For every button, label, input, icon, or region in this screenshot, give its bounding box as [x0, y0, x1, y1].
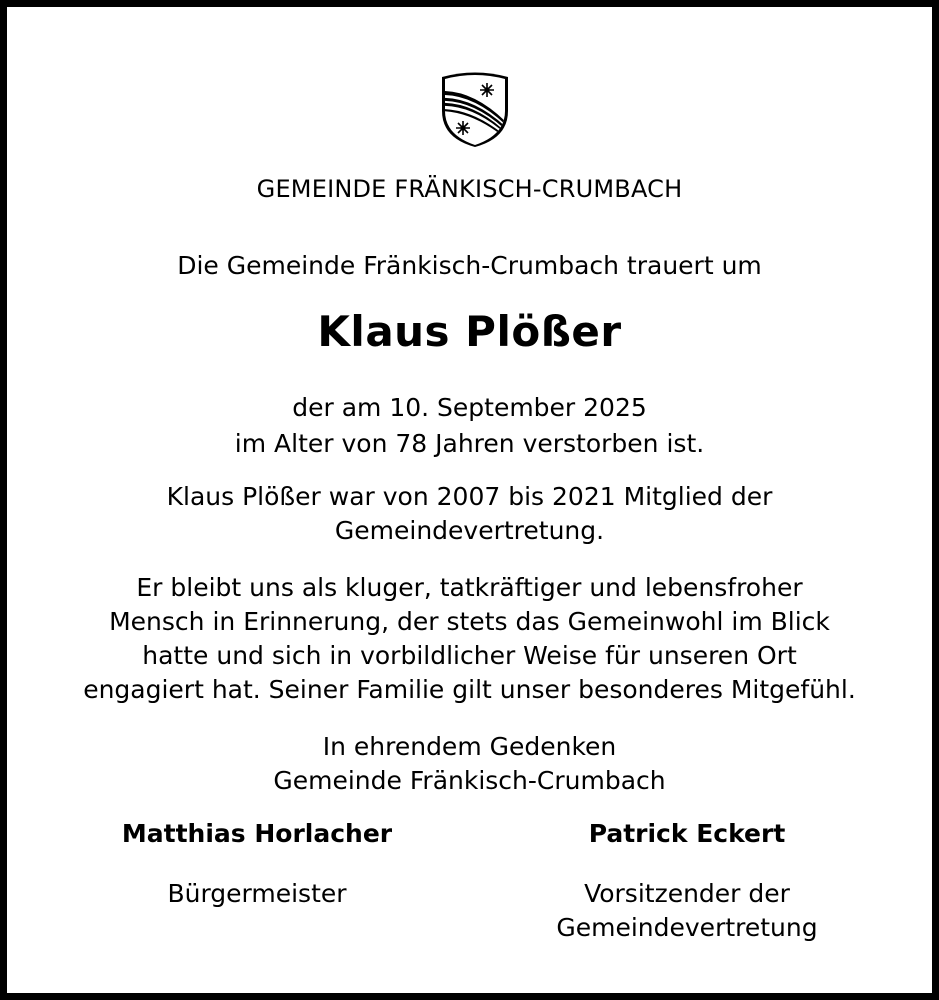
death-info-line: im Alter von 78 Jahren verstorben ist. — [234, 429, 705, 458]
closing-line: In ehrendem Gedenken — [322, 732, 617, 761]
tribute-line: hatte und sich in vorbildlicher Weise für unseren Ort — [142, 641, 797, 670]
death-info — [7, 390, 932, 462]
coat-of-arms-icon — [439, 71, 511, 147]
municipality-heading: GEMEINDE FRÄNKISCH-CRUMBACH — [256, 175, 683, 203]
role-line: Bürgermeister — [167, 879, 347, 908]
tribute-line: Er bleibt uns als kluger, tatkräftiger und lebensfroher — [136, 573, 803, 602]
signatory-name-chair: Patrick Eckert — [588, 819, 786, 848]
tribute-text — [7, 571, 932, 707]
membership-line: Gemeindevertretung. — [334, 516, 605, 545]
closing-line: Gemeinde Fränkisch-Crumbach — [273, 766, 666, 795]
membership-line: Klaus Plößer war von 2007 bis 2021 Mitglied der — [166, 482, 773, 511]
signatory-role-chair — [527, 877, 847, 945]
intro-text: Die Gemeinde Fränkisch-Crumbach trauert um — [177, 251, 762, 280]
role-line: Vorsitzender der — [584, 879, 790, 908]
tribute-line: engagiert hat. Seiner Familie gilt unser besonderes Mitgefühl. — [83, 675, 856, 704]
membership-text — [7, 480, 932, 548]
deceased-name: Klaus Plößer — [317, 307, 622, 356]
tribute-line: Mensch in Erinnerung, der stets das Gemeinwohl im Blick — [109, 607, 830, 636]
signatory-name-mayor: Matthias Horlacher — [121, 819, 393, 848]
closing-text — [7, 730, 932, 798]
death-info-line: der am 10. September 2025 — [292, 393, 647, 422]
signatory-role-mayor — [97, 877, 417, 911]
role-line: Gemeindevertretung — [556, 913, 818, 942]
